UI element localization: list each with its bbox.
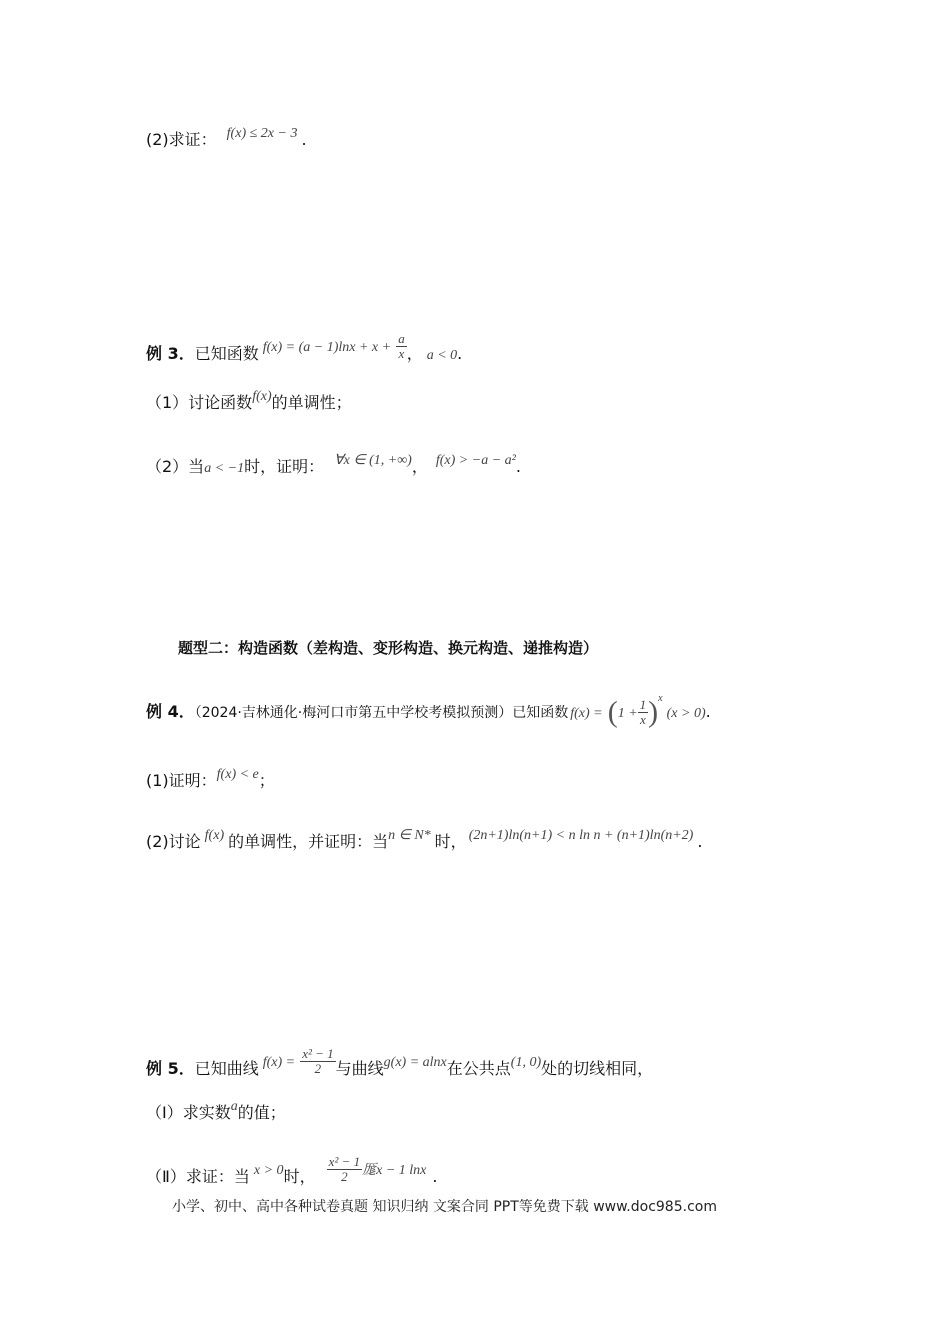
ex3-q1 bbox=[146, 389, 352, 415]
ex3-title: 例 3． bbox=[146, 344, 195, 363]
ex5-q2-den: 2 bbox=[341, 1169, 348, 1184]
ex4-q2 bbox=[146, 828, 703, 854]
ex3-cond: a < 0 bbox=[426, 348, 458, 363]
ex3-func-num: a bbox=[398, 331, 405, 346]
ex3-statement bbox=[146, 331, 463, 369]
ex4-q1-label: (1)证明： bbox=[146, 771, 217, 790]
ex4-q2-mid: 的单调性，并证明：当 bbox=[228, 832, 389, 851]
ex4-source: （2024·吉林通化·梅河口市第五中学校考模拟预测）已知函数 bbox=[194, 705, 569, 721]
ex4-q1-end: ； bbox=[258, 771, 275, 790]
ex4-paren-left: ( bbox=[607, 695, 618, 729]
ex5-q2-pre: （Ⅱ）求证：当 bbox=[146, 1167, 250, 1186]
ex4-end: . bbox=[705, 702, 711, 721]
ex4-func-pre: f(x) = bbox=[570, 706, 603, 721]
ex5-g: g(x) = alnx bbox=[383, 1055, 447, 1070]
ex5-q2-num: x² − 1 bbox=[328, 1154, 361, 1169]
ex5-q2-end: . bbox=[432, 1167, 438, 1186]
ex4-q1-math: f(x) < e bbox=[216, 767, 259, 782]
ex5-q1-var: a bbox=[230, 1099, 238, 1114]
ex5-post: 处的切线相同， bbox=[541, 1059, 654, 1078]
ex3-q1-math: f(x) bbox=[252, 389, 272, 404]
ex4-q1 bbox=[146, 767, 275, 793]
ex4-paren-right: ) bbox=[648, 695, 659, 729]
ex3-q2-mid: 时，证明： bbox=[244, 457, 325, 476]
ex4-func-cond: (x > 0) bbox=[666, 706, 706, 721]
ex5-point: (1, 0) bbox=[510, 1055, 542, 1070]
ex4-q2-math: f(x) bbox=[204, 828, 225, 843]
ex3-q2-math2: f(x) > −a − a² bbox=[435, 453, 516, 468]
ex5-q2 bbox=[146, 1154, 438, 1192]
ex5-q2-fraction bbox=[327, 1155, 362, 1184]
ex4-q2-ineq: (2n+1)ln(n+1) < n ln n + (n+1)ln(n+2) bbox=[468, 828, 694, 843]
ex3-q1-post: 的单调性； bbox=[271, 393, 352, 412]
ex4-func-fraction bbox=[638, 698, 649, 727]
ex5-q1-pre: （Ⅰ）求实数 bbox=[146, 1103, 231, 1122]
ex5-mid2: 在公共点 bbox=[446, 1059, 511, 1078]
ex3-q2-math1: ∀x ∈ (1, +∞) bbox=[334, 453, 412, 468]
ex3-func-fraction bbox=[396, 332, 407, 361]
ex4-func-exp: x bbox=[658, 693, 663, 704]
ex3-q2-comma: ， bbox=[411, 457, 428, 476]
ex5-q2-cond: x > 0 bbox=[253, 1163, 284, 1178]
ex3-q2-pre: （2）当 bbox=[146, 457, 205, 476]
ex5-q1 bbox=[146, 1099, 286, 1125]
ex5-q2-mid: 时， bbox=[283, 1167, 316, 1186]
ex4-q2-end: . bbox=[697, 832, 703, 851]
ex3-func-den: x bbox=[398, 346, 405, 361]
ex4-statement bbox=[146, 693, 711, 729]
ex3-q2-cond: a < −1 bbox=[204, 461, 245, 476]
ex2-q2-label: (2)求证： bbox=[146, 130, 217, 149]
ex4-q2-pre: (2)讨论 bbox=[146, 832, 201, 851]
ex3-q2-end: . bbox=[515, 457, 521, 476]
ex4-func-den: x bbox=[640, 712, 646, 727]
ex4-func-one: 1 + bbox=[617, 706, 638, 721]
ex2-q2 bbox=[146, 126, 307, 152]
ex4-title: 例 4． bbox=[146, 702, 195, 721]
ex5-q1-post: 的值； bbox=[237, 1103, 286, 1122]
footer-banner: 小学、初中、高中各种试卷真题 知识归纳 文案合同 PPT等免费下载 www.doc985.com bbox=[172, 1199, 717, 1215]
ex3-end: . bbox=[457, 344, 463, 363]
ex5-statement bbox=[146, 1046, 654, 1084]
ex2-q2-end: . bbox=[301, 130, 307, 149]
ex3-func: f(x) = (a − 1)lnx + x + bbox=[262, 340, 392, 355]
ex4-q2-mid2: 时， bbox=[434, 832, 467, 851]
ex3-q1-pre: （1）讨论函数 bbox=[146, 393, 253, 412]
ex5-f-den: 2 bbox=[314, 1061, 322, 1076]
ex5-title: 例 5． bbox=[146, 1059, 195, 1078]
ex5-f-pre: f(x) = bbox=[262, 1055, 296, 1070]
ex5-f-fraction bbox=[300, 1047, 335, 1076]
ex5-f-num: x² − 1 bbox=[302, 1046, 334, 1061]
ex3-comma: ， bbox=[406, 344, 423, 363]
ex3-q2 bbox=[146, 453, 521, 479]
section-heading: 题型二：构造函数（差构造、变形构造、换元构造、递推构造） bbox=[178, 639, 599, 657]
ex5-intro: 已知曲线 bbox=[194, 1059, 259, 1078]
ex4-q2-cond: n ∈ N* bbox=[388, 828, 431, 843]
ex5-q2-rest: 厖x − 1 lnx bbox=[362, 1163, 427, 1178]
ex2-q2-math: f(x) ≤ 2x − 3 bbox=[226, 126, 298, 141]
ex3-intro: 已知函数 bbox=[194, 344, 259, 363]
ex5-mid: 与曲线 bbox=[335, 1059, 384, 1078]
ex4-func-num: 1 bbox=[639, 697, 647, 712]
